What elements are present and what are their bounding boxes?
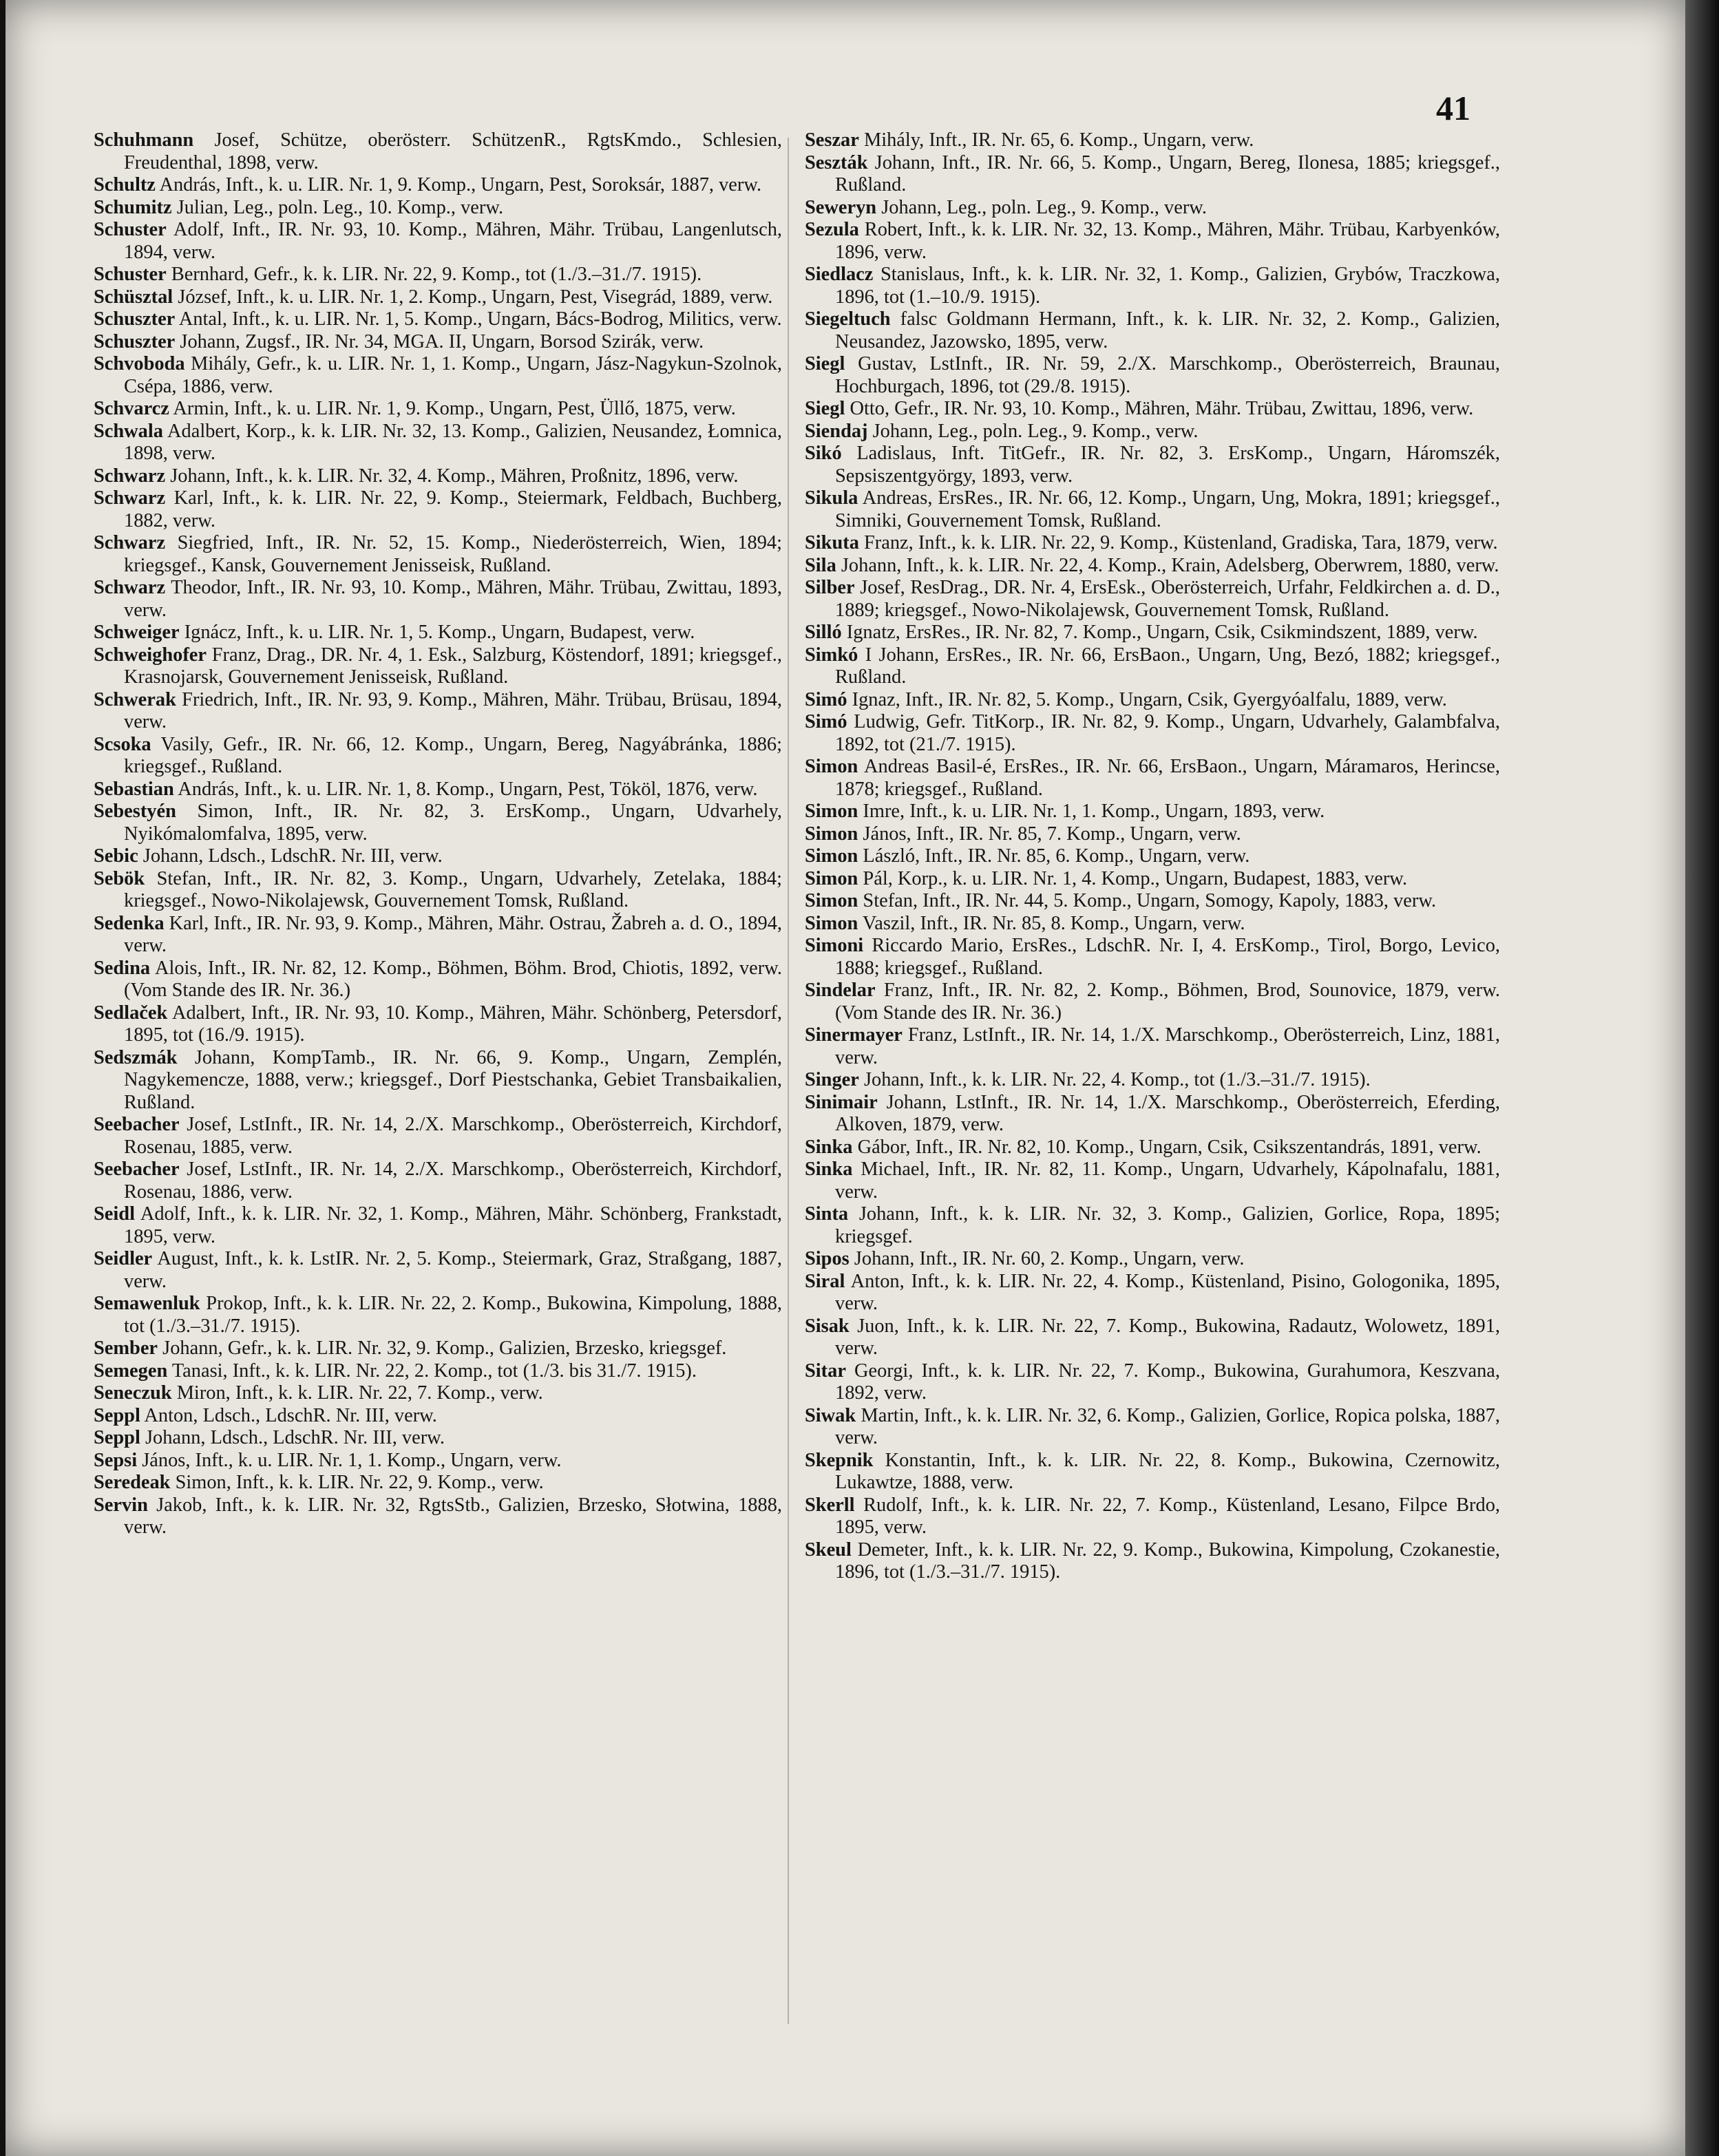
register-entry [805,577,1500,622]
entry-surname: Seszar [805,129,859,151]
entry-surname: Schuster [94,219,167,240]
right-column [805,129,1500,1584]
entry-surname: Simkó [805,644,858,666]
entry-details: Prokop, Inft., k. k. LIR. Nr. 22, 2. Komp., Bukowina, Kimpolung, 1888, tot (1./3.–31./7. 1915). [124,1293,782,1337]
register-entry [94,1427,782,1450]
scanned-page [6,0,1685,2156]
entry-surname: Schüsztal [94,286,173,308]
entry-details: Julian, Leg., poln. Leg., 10. Komp., verw. [176,196,504,218]
entry-details: falsc Goldmann Hermann, Inft., k. k. LIR. Nr. 32, 2. Komp., Galizien, Neusandez, Jazowsko, 1895, verw. [835,308,1500,352]
entry-surname: Simó [805,711,847,732]
entry-details: Karl, Inft., k. k. LIR. Nr. 22, 9. Komp., Steiermark, Feldbach, Buchberg, 1882, verw. [124,487,782,531]
register-entry [805,1539,1500,1584]
register-entry [94,1159,782,1203]
entry-surname: Schwala [94,420,163,442]
entry-surname: Schuszter [94,330,176,352]
entry-details: Miron, Inft., k. k. LIR. Nr. 22, 7. Komp., verw. [176,1382,543,1404]
register-entry [94,1248,782,1293]
entry-surname: Seredeak [94,1472,171,1493]
entry-surname: Sila [805,554,836,576]
entry-surname: Siral [805,1270,845,1292]
entry-details: Martin, Inft., k. k. LIR. Nr. 32, 6. Komp., Galizien, Gorlice, Ropica polska, 1887, verw. [835,1404,1500,1448]
entry-details: Franz, Drag., DR. Nr. 4, 1. Esk., Salzburg, Köstendorf, 1891; kriegsgef., Krasnojarsk, Gouvernement Jenisseisk, Rußland. [124,644,782,688]
entry-surname: Simoni [805,935,864,956]
register-entry [94,465,782,488]
entry-details: Johann, Ldsch., LdschR. Nr. III, verw. [145,1427,445,1448]
register-entry [805,644,1500,689]
entry-surname: Sikuta [805,532,859,553]
entry-surname: Sipos [805,1248,850,1269]
entry-surname: Skerll [805,1494,855,1516]
register-entry [94,845,782,868]
entry-details: Konstantin, Inft., k. k. LIR. Nr. 22, 8. Komp., Bukowina, Czernowitz, Lukawtze, 1888, verw. [835,1449,1500,1493]
entry-surname: Skepnik [805,1449,874,1471]
register-entry [805,1270,1500,1315]
register-entry [94,487,782,532]
register-entry [94,330,782,354]
register-entry [805,308,1500,353]
register-entry [94,1404,782,1428]
entry-details: Juon, Inft., k. k. LIR. Nr. 22, 7. Komp., Bukowina, Radautz, Wolowetz, 1891, verw. [835,1315,1500,1359]
column-divider [788,138,789,2024]
entry-details: Johann, Gefr., k. k. LIR. Nr. 32, 9. Komp., Galizien, Brzesko, kriegsgef. [162,1338,727,1359]
register-entry [94,622,782,644]
register-entry [805,219,1500,264]
entry-details: Mihály, Gefr., k. u. LIR. Nr. 1, 1. Komp., Ungarn, Jász-Nagykun-Szolnok, Csépa, 1886, verw. [124,353,782,397]
register-entry [94,129,782,174]
entry-surname: Sitar [805,1360,846,1382]
entry-surname: Sezula [805,219,859,240]
entry-surname: Sember [94,1338,158,1359]
register-entry [805,622,1500,644]
register-entry [805,1494,1500,1539]
register-entry [94,1360,782,1383]
entry-details: Adalbert, Korp., k. k. LIR. Nr. 32, 13. Komp., Galizien, Neusandez, Łomnica, 1898, verw. [124,420,783,464]
register-entry [94,308,782,331]
register-entry [94,532,782,577]
entry-surname: Schwerak [94,688,176,710]
entry-surname: Sedszmák [94,1046,178,1068]
entry-details: Andreas Basil-é, ErsRes., IR. Nr. 66, ErsBaon., Ungarn, Máramaros, Herincse, 1878; kriegsgef., Rußland. [835,756,1500,800]
entry-details: Tanasi, Inft., k. k. LIR. Nr. 22, 2. Komp., tot (1./3. bis 31./7. 1915). [171,1360,697,1382]
entry-details: Demeter, Inft., k. k. LIR. Nr. 22, 9. Komp., Bukowina, Kimpolung, Czokanestie, 1896, tot (1./3.–31./7. 1915). [835,1539,1500,1583]
register-entry [805,1069,1500,1092]
register-entry [94,688,782,734]
entry-surname: Simó [805,688,847,710]
entry-details: Johann, Inft., IR. Nr. 66, 5. Komp., Ungarn, Bereg, Ilonesa, 1885; kriegsgef., Rußland. [835,151,1500,195]
entry-details: August, Inft., k. k. LstIR. Nr. 2, 5. Komp., Steiermark, Graz, Straßgang, 1887, verw. [124,1248,782,1292]
entry-details: János, Inft., k. u. LIR. Nr. 1, 1. Komp., Ungarn, verw. [142,1449,562,1471]
entry-details: Josef, LstInft., IR. Nr. 14, 2./X. Marschkomp., Oberösterreich, Kirchdorf, Rosenau, 1886, verw. [124,1159,782,1203]
register-entry [805,264,1500,308]
entry-details: Robert, Inft., k. k. LIR. Nr. 32, 13. Komp., Mähren, Mähr. Trübau, Karbyenków, 1896, verw. [835,219,1500,263]
entry-details: I Johann, ErsRes., IR. Nr. 66, ErsBaon., Ungarn, Ung, Bezó, 1882; kriegsgef., Rußland. [835,644,1500,688]
entry-details: Armin, Inft., k. u. LIR. Nr. 1, 9. Komp., Ungarn, Pest, Üllő, 1875, verw. [173,398,736,419]
register-entry [805,890,1500,913]
entry-details: Karl, Inft., IR. Nr. 93, 9. Komp., Mähren, Mähr. Ostrau, Žabreh a. d. O., 1894, verw. [124,912,782,956]
entry-surname: Schuster [94,264,167,285]
register-entry [805,398,1500,421]
register-entry [805,980,1500,1024]
entry-surname: Sinta [805,1203,849,1225]
entry-details: Vaszil, Inft., IR. Nr. 85, 8. Komp., Ungarn, verw. [862,912,1245,934]
register-entry [94,1114,782,1159]
entry-details: Simon, Inft., k. k. LIR. Nr. 22, 9. Komp., verw. [175,1472,544,1493]
entry-surname: Schvoboda [94,353,185,374]
entry-surname: Sepsi [94,1449,138,1471]
entry-details: Alois, Inft., IR. Nr. 82, 12. Komp., Böhmen, Böhm. Brod, Chiotis, 1892, verw. (Vom Stande des IR. Nr. 36.) [124,957,782,1001]
register-entry [805,801,1500,823]
entry-surname: Schuhmann [94,129,194,151]
entry-details: Johann, Inft., k. k. LIR. Nr. 22, 4. Komp., Krain, Adelsberg, Oberwrem, 1880, verw. [841,554,1499,576]
entry-details: Stefan, Inft., IR. Nr. 82, 3. Komp., Ungarn, Udvarhely, Zetelaka, 1884; kriegsgef., Nowo-Nikolajewsk, Gouvernement Tomsk, Rußland. [124,867,782,911]
register-entry [94,1382,782,1405]
entry-surname: Schwarz [94,532,166,553]
entry-details: Johann, Inft., k. k. LIR. Nr. 22, 4. Komp., tot (1./3.–31./7. 1915). [863,1069,1371,1090]
register-entry [94,420,783,465]
register-entry [94,1494,782,1539]
entry-surname: Seidler [94,1248,153,1269]
left-column [94,129,782,1539]
register-entry [805,532,1500,555]
entry-surname: Seppl [94,1404,140,1426]
register-entry [94,1472,782,1494]
register-entry [94,577,782,622]
register-entry [805,1404,1500,1450]
entry-details: Antal, Inft., k. u. LIR. Nr. 1, 5. Komp., Ungarn, Bács-Bodrog, Militics, verw. [178,308,782,330]
register-entry [805,353,1500,398]
entry-surname: Seppl [94,1427,140,1448]
entry-surname: Schwarz [94,465,166,487]
entry-details: Georgi, Inft., k. k. LIR. Nr. 22, 7. Komp., Bukowina, Gurahumora, Keszvana, 1892, verw. [835,1360,1500,1404]
entry-details: Ignaz, Inft., IR. Nr. 82, 5. Komp., Ungarn, Csik, Gyergyóalfalu, 1889, verw. [852,688,1447,710]
register-entry [805,1449,1500,1494]
entry-details: Siegfried, Inft., IR. Nr. 52, 15. Komp., Niederösterreich, Wien, 1894; kriegsgef., Kansk, Gouvernement Jenisseisk, Rußland. [124,532,782,576]
entry-surname: Schwarz [94,577,166,598]
register-entry [805,1136,1500,1159]
entry-surname: Sebök [94,867,145,889]
entry-details: János, Inft., IR. Nr. 85, 7. Komp., Ungarn, verw. [863,823,1241,845]
register-entry [94,733,782,779]
entry-surname: Seweryn [805,196,877,218]
register-entry [94,1046,782,1114]
entry-surname: Siwak [805,1404,856,1426]
register-entry [94,1293,782,1338]
entry-surname: Skeul [805,1539,852,1561]
register-entry [805,912,1500,936]
register-entry [805,1091,1500,1137]
entry-details: Simon, Inft., IR. Nr. 82, 3. ErsKomp., Ungarn, Udvarhely, Nyikómalomfalva, 1895, verw. [124,801,782,845]
entry-details: András, Inft., k. u. LIR. Nr. 1, 9. Komp., Ungarn, Pest, Soroksár, 1887, verw. [159,174,762,195]
entry-details: Mihály, Inft., IR. Nr. 65, 6. Komp., Ungarn, verw. [863,129,1254,151]
entry-details: Rudolf, Inft., k. k. LIR. Nr. 22, 7. Komp., Küstenland, Lesano, Filpce Brdo, 1895, verw. [835,1494,1500,1538]
register-entry [805,196,1500,220]
entry-details: József, Inft., k. u. LIR. Nr. 1, 2. Komp., Ungarn, Pest, Visegrád, 1889, verw. [178,286,773,308]
entry-details: Josef, Schütze, oberösterr. SchützenR., RgtsKmdo., Schlesien, Freudenthal, 1898, verw. [124,129,782,173]
register-entry [805,1315,1500,1360]
entry-details: Stefan, Inft., IR. Nr. 44, 5. Komp., Ungarn, Somogy, Kapoly, 1883, verw. [863,890,1437,911]
entry-details: Jakob, Inft., k. k. LIR. Nr. 32, RgtsStb., Galizien, Brzesko, Słotwina, 1888, verw. [124,1494,782,1538]
register-entry [94,1002,783,1047]
entry-details: Bernhard, Gefr., k. k. LIR. Nr. 22, 9. Komp., tot (1./3.–31./7. 1915). [171,264,702,285]
entry-surname: Sedenka [94,912,165,934]
entry-surname: Seebacher [94,1114,180,1135]
register-entry [94,219,783,264]
entry-details: László, Inft., IR. Nr. 85, 6. Komp., Ungarn, verw. [863,845,1250,867]
entry-surname: Seidl [94,1203,135,1225]
entry-details: Anton, Inft., k. k. LIR. Nr. 22, 4. Komp., Küstenland, Pisino, Gologonika, 1895, verw. [835,1270,1500,1314]
entry-surname: Simon [805,912,858,934]
entry-surname: Simon [805,845,858,867]
entry-surname: Sebic [94,845,138,867]
entry-surname: Sindelar [805,980,876,1001]
entry-surname: Siegl [805,353,845,374]
register-entry [805,823,1500,846]
register-entry [94,286,782,309]
entry-details: Johann, Zugsf., IR. Nr. 34, MGA. II, Ungarn, Borsod Szirák, verw. [180,330,704,352]
entry-details: Johann, Ldsch., LdschR. Nr. III, verw. [143,845,443,867]
entry-surname: Schvarcz [94,398,169,419]
entry-surname: Seszták [805,151,868,173]
register-entry [94,1338,782,1360]
page-edge-shadow [1685,0,1719,2156]
register-entry [94,174,782,197]
register-entry [805,1248,1500,1271]
entry-details: Johann, KompTamb., IR. Nr. 66, 9. Komp., Ungarn, Zemplén, Nagykemencze, 1888, verw.; kriegsgef., Dorf Piestschanka, Gebiet Transbaikalien, Rußland. [124,1046,782,1113]
entry-surname: Sebastian [94,778,174,800]
entry-details: Josef, ResDrag., DR. Nr. 4, ErsEsk., Oberösterreich, Urfahr, Feldkirchen a. d. D., 1889; kriegsgef., Nowo-Nikolajewsk, Gouvernement Tomsk, Rußland. [835,577,1500,621]
entry-details: Anton, Ldsch., LdschR. Nr. III, verw. [144,1404,437,1426]
entry-details: Stanislaus, Inft., k. k. LIR. Nr. 32, 1. Komp., Galizien, Grybów, Traczkowa, 1896, tot (1.–10./9. 1915). [835,264,1500,308]
register-entry [94,1449,782,1472]
entry-details: Franz, LstInft., IR. Nr. 14, 1./X. Marschkomp., Oberösterreich, Linz, 1881, verw. [835,1024,1500,1068]
entry-details: Theodor, Inft., IR. Nr. 93, 10. Komp., Mähren, Mähr. Trübau, Zwittau, 1893, verw. [124,577,782,621]
entry-surname: Schultz [94,174,156,195]
register-entry [805,845,1500,868]
entry-details: Adalbert, Inft., IR. Nr. 93, 10. Komp., Mähren, Mähr. Schönberg, Petersdorf, 1895, tot (16./9. 1915). [124,1002,783,1046]
entry-details: Johann, Inft., k. k. LIR. Nr. 32, 3. Komp., Galizien, Gorlice, Ropa, 1895; kriegsgef. [835,1203,1500,1247]
entry-details: Vasily, Gefr., IR. Nr. 66, 12. Komp., Ungarn, Bereg, Nagyábránka, 1886; kriegsgef., Rußland. [124,733,782,777]
entry-surname: Siedlacz [805,264,874,285]
register-entry [805,688,1500,712]
register-entry [805,151,1500,197]
entry-surname: Silber [805,577,855,598]
entry-surname: Sisak [805,1315,850,1337]
entry-details: Friedrich, Inft., IR. Nr. 93, 9. Komp., Mähren, Mähr. Trübau, Brüsau, 1894, verw. [124,688,782,732]
entry-surname: Servin [94,1494,148,1516]
register-entry [805,1024,1500,1069]
entry-surname: Schwarz [94,487,166,509]
register-entry [94,353,782,398]
entry-surname: Schweiger [94,622,180,643]
entry-details: Adolf, Inft., IR. Nr. 93, 10. Komp., Mähren, Mähr. Trübau, Langenlutsch, 1894, verw. [124,219,783,263]
entry-details: Franz, Inft., k. k. LIR. Nr. 22, 9. Komp., Küstenland, Gradiska, Tara, 1879, verw. [864,532,1498,553]
register-entry [94,778,782,801]
register-entry [805,1360,1500,1405]
entry-surname: Sebestyén [94,801,176,822]
entry-surname: Simon [805,801,858,822]
register-entry [94,644,782,689]
entry-details: András, Inft., k. u. LIR. Nr. 1, 8. Komp., Ungarn, Pest, Tököl, 1876, verw. [178,778,758,800]
entry-details: Imre, Inft., k. u. LIR. Nr. 1, 1. Komp., Ungarn, 1893, verw. [863,801,1325,822]
entry-details: Gábor, Inft., IR. Nr. 82, 10. Komp., Ungarn, Csik, Csikszentandrás, 1891, verw. [857,1136,1481,1158]
entry-details: Adolf, Inft., k. k. LIR. Nr. 32, 1. Komp., Mähren, Mähr. Schönberg, Frankstadt, 1895, verw. [124,1203,782,1247]
entry-surname: Siendaj [805,420,868,442]
entry-details: Pál, Korp., k. u. LIR. Nr. 1, 4. Komp., Ungarn, Budapest, 1883, verw. [863,867,1408,889]
entry-details: Johann, LstInft., IR. Nr. 14, 1./X. Marschkomp., Oberösterreich, Eferding, Alkoven, 1879, verw. [835,1091,1500,1135]
register-entry [805,935,1500,980]
entry-surname: Sinka [805,1136,853,1158]
entry-surname: Semegen [94,1360,168,1382]
entry-surname: Seebacher [94,1159,180,1180]
entry-surname: Simon [805,756,858,777]
entry-details: Johann, Inft., IR. Nr. 60, 2. Komp., Ungarn, verw. [854,1248,1245,1269]
register-entry [805,1203,1500,1248]
entry-surname: Singer [805,1069,859,1090]
entry-surname: Simon [805,890,858,911]
entry-surname: Sinka [805,1159,853,1180]
entry-surname: Sikó [805,443,842,464]
register-entry [94,867,782,913]
entry-surname: Sedlaček [94,1002,168,1024]
entry-surname: Simon [805,823,858,845]
page-number: 41 [1436,89,1470,127]
register-entry [805,756,1500,801]
entry-details: Johann, Leg., poln. Leg., 9. Komp., verw. [881,196,1207,218]
entry-surname: Scsoka [94,733,151,755]
entry-surname: Siegeltuch [805,308,891,330]
register-entry [94,196,782,220]
entry-details: Ladislaus, Inft. TitGefr., IR. Nr. 82, 3. ErsKomp., Ungarn, Háromszék, Sepsiszentgyörgy, 1893, verw. [835,443,1500,487]
entry-details: Ignatz, ErsRes., IR. Nr. 82, 7. Komp., Ungarn, Csik, Csikmindszent, 1889, verw. [846,622,1478,643]
register-entry [805,443,1500,487]
register-entry [94,398,782,421]
entry-details: Andreas, ErsRes., IR. Nr. 66, 12. Komp., Ungarn, Ung, Mokra, 1891; kriegsgef., Simniki, Gouvernement Tomsk, Rußland. [835,487,1500,531]
entry-surname: Schuszter [94,308,176,330]
entry-surname: Sedina [94,957,151,979]
register-entry [94,801,782,845]
entry-surname: Seneczuk [94,1382,172,1404]
entry-details: Ignácz, Inft., k. u. LIR. Nr. 1, 5. Komp., Ungarn, Budapest, verw. [184,622,695,643]
entry-surname: Siegl [805,398,845,419]
entry-surname: Schumitz [94,196,172,218]
register-entry [94,957,782,1002]
entry-surname: Sinimair [805,1091,878,1113]
register-entry [805,554,1500,578]
entry-surname: Sinermayer [805,1024,903,1046]
register-entry [805,129,1500,152]
entry-surname: Semawenluk [94,1293,200,1314]
register-entry [94,264,782,286]
entry-surname: Schweighofer [94,644,207,666]
entry-details: Franz, Inft., IR. Nr. 82, 2. Komp., Böhmen, Brod, Sounovice, 1879, verw. (Vom Stande des IR. Nr. 36.) [835,980,1500,1024]
entry-details: Johann, Leg., poln. Leg., 9. Komp., verw. [872,420,1199,442]
register-entry [94,912,782,958]
entry-details: Michael, Inft., IR. Nr. 82, 11. Komp., Ungarn, Udvarhely, Kápolnafalu, 1881, verw. [835,1159,1500,1203]
entry-surname: Sikula [805,487,858,509]
register-entry [805,420,1500,443]
register-entry [805,711,1500,756]
entry-details: Ludwig, Gefr. TitKorp., IR. Nr. 82, 9. Komp., Ungarn, Udvarhely, Galambfalva, 1892, tot (21./7. 1915). [835,711,1500,755]
entry-details: Riccardo Mario, ErsRes., LdschR. Nr. I, 4. ErsKomp., Tirol, Borgo, Levico, 1888; kriegsgef., Rußland. [835,935,1500,979]
entry-surname: Simon [805,867,858,889]
register-entry [94,1203,782,1248]
entry-surname: Silló [805,622,842,643]
register-entry [805,487,1500,532]
entry-details: Gustav, LstInft., IR. Nr. 59, 2./X. Marschkomp., Oberösterreich, Braunau, Hochburgach, 1896, tot (29./8. 1915). [835,353,1500,397]
entry-details: Josef, LstInft., IR. Nr. 14, 2./X. Marschkomp., Oberösterreich, Kirchdorf, Rosenau, 1885, verw. [124,1114,782,1158]
register-entry [805,867,1500,891]
entry-details: Johann, Inft., k. k. LIR. Nr. 32, 4. Komp., Mähren, Proßnitz, 1896, verw. [170,465,739,487]
entry-details: Otto, Gefr., IR. Nr. 93, 10. Komp., Mähren, Mähr. Trübau, Zwittau, 1896, verw. [850,398,1474,419]
register-entry [805,1159,1500,1203]
